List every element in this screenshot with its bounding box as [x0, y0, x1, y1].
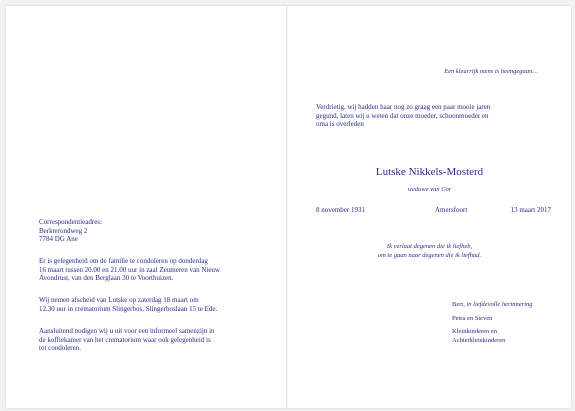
signoff-remembrance: in liefdevolle herinnering: [466, 301, 533, 308]
left-page: [6, 6, 286, 408]
place: Amersfoort: [435, 206, 468, 214]
signoff-name: Bert,: [452, 301, 465, 308]
announcement-line: Verdrietig, wij hadden haar nog zo graag een paar mooie jaren: [316, 103, 491, 111]
motto: Een kleurrijk mens is heengegaan…: [444, 68, 538, 75]
condolence-line: Avondrust, van den Berglaan 30 te Voorthuizen.: [39, 274, 174, 283]
address-heading: Correspondentieadres:: [39, 218, 102, 226]
condolence-paragraph: [39, 257, 279, 283]
announcement-line: gegund, laten wij u weten dat onze moeder, schoonmoeder en: [316, 111, 489, 120]
announcement-paragraph: [316, 103, 546, 129]
reception-line: tot condoleren.: [39, 344, 81, 353]
reception-line: de koffiekamer van het crematorium waar ook gelegenheid is: [39, 335, 211, 344]
address-postcode: 7784 DG Ane: [39, 235, 78, 244]
widow-of: weduwe van Cor: [407, 186, 452, 193]
farewell-paragraph: [39, 296, 279, 313]
farewell-line: Wij nemen afscheid van Lutske op zaterdag 18 maart om: [39, 296, 199, 304]
reception-line: Aansluitend nodigen wij u uit voor een informeel samenzijn in: [39, 327, 215, 335]
address-street: Berkterondweg 2: [39, 226, 88, 235]
signoff-line: [452, 301, 567, 310]
condolence-line: Er is gelegenheid om de familie te condoleren op donderdag: [39, 257, 208, 265]
farewell-line: 12.30 uur in crematorium Slingerbos, Slingerboslaan 15 te Ede.: [39, 304, 218, 313]
signoff-line: Kleinkinderen en: [452, 328, 497, 336]
signoff-line: Petra en Steven: [452, 314, 493, 322]
signoff-line: Achterkleinkinderen: [452, 336, 506, 344]
deceased-name: Lutske Nikkels-Mosterd: [375, 166, 484, 178]
right-page: [288, 6, 571, 408]
quote-line: om te gaan naar degenen die ik liefhad.: [377, 251, 482, 259]
life-dates: [316, 206, 551, 216]
death-date: 13 maart 2017: [510, 206, 551, 214]
correspondence-address: [39, 218, 279, 244]
quote: [288, 243, 571, 260]
quote-line: Ik verlaat degenen die ik liefheb,: [386, 243, 473, 250]
announcement-line: oma is overleden: [316, 120, 364, 129]
condolence-line: 16 maart tussen 20.00 en 21.00 uur in zaal Zeumeren van Nieuw: [39, 265, 220, 274]
reception-paragraph: [39, 327, 279, 353]
birth-date: 8 november 1931: [316, 206, 365, 214]
signoff: [452, 301, 567, 345]
